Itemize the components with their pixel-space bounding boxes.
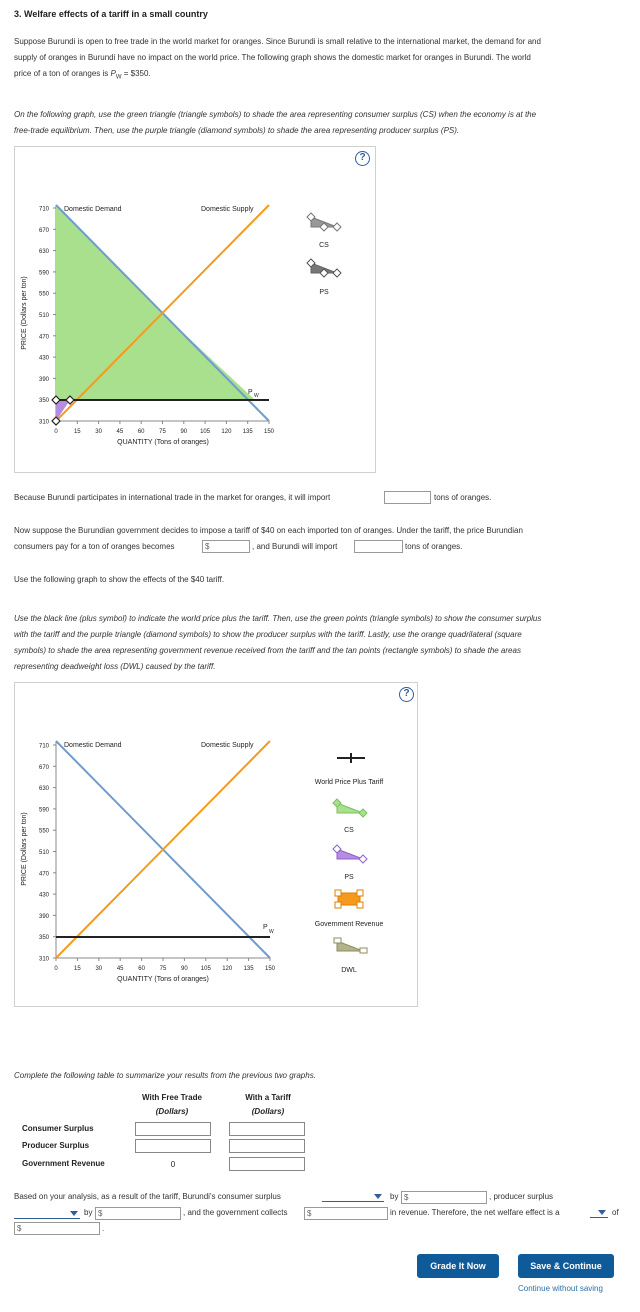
y-tick-label: 670 [38, 764, 49, 771]
x-tick-label: 15 [73, 429, 81, 435]
x-tick-label: 135 [242, 429, 253, 435]
x-tick-label: 0 [54, 966, 58, 972]
ps-change-input[interactable]: $ [95, 1207, 181, 1220]
x-tick-label: 45 [116, 966, 124, 972]
y-axis-label: PRICE (Dollars per ton) [21, 276, 28, 350]
legend-cs-tool[interactable] [307, 213, 341, 231]
y-tick-label: 590 [38, 270, 49, 277]
instruction-2-line-2: with the tariff and the purple triangle (diamond symbols) to show the producer surplus with the tariff. Lastly, use the orange quadrilateral (square [14, 630, 522, 639]
chevron-down-icon [598, 1210, 606, 1215]
x-tick-label: 75 [159, 429, 166, 435]
pw-label: P [248, 389, 253, 396]
legend-ps-tool[interactable] [307, 259, 341, 277]
chevron-down-icon [374, 1194, 382, 1199]
row-government-revenue: Government Revenue [22, 1159, 105, 1168]
x-tick-label: 120 [222, 966, 233, 972]
y-tick-label: 310 [38, 419, 49, 426]
col-free-trade: With Free Trade (Dollars) [142, 1093, 202, 1116]
legend-ps-tool[interactable] [333, 845, 367, 863]
summary-gov-text: , and the government collects [183, 1208, 288, 1217]
net-effect-dropdown[interactable] [590, 1208, 608, 1218]
cs-tariff-input[interactable] [229, 1122, 305, 1136]
supply-label: Domestic Supply [201, 206, 254, 213]
cs-change-dropdown[interactable] [322, 1192, 384, 1202]
y-tick-label: 550 [38, 291, 49, 298]
x-tick-label: 120 [221, 429, 232, 435]
supply-label: Domestic Supply [201, 742, 254, 749]
ps-change-dropdown[interactable] [14, 1209, 80, 1219]
legend-gov-label: Government Revenue [314, 921, 384, 928]
demand-label: Domestic Demand [64, 742, 122, 749]
legend-ps-label: PS [344, 874, 354, 881]
gov-free-trade-value: 0 [170, 1160, 176, 1169]
y-axis-label: PRICE (Dollars per ton) [21, 812, 28, 886]
summary-text-1: Based on your analysis, as a result of the tariff, Burundi's consumer surplus [14, 1192, 281, 1201]
x-tick-label: 90 [180, 429, 188, 435]
ps-free-trade-input[interactable] [135, 1139, 211, 1153]
y-tick-label: 710 [38, 743, 49, 750]
legend-tariff-tool[interactable] [337, 753, 365, 763]
table-intro: Complete the following table to summarize your results from the previous two graphs. [14, 1071, 316, 1080]
import-tariff-input[interactable] [354, 540, 403, 553]
q2-line-1: Now suppose the Burundian government decides to impose a tariff of $40 on each imported ton of oranges. Under the tariff, the price Burundian [14, 526, 523, 535]
net-effect-input[interactable]: $ [14, 1222, 100, 1235]
x-tick-label: 30 [95, 429, 102, 435]
graph-1-canvas[interactable] [15, 147, 377, 474]
summary-by-2: by [84, 1208, 93, 1217]
summary-of: of [612, 1208, 619, 1217]
continue-without-saving-link[interactable]: Continue without saving [518, 1284, 603, 1293]
x-tick-label: 90 [181, 966, 188, 972]
y-tick-label: 630 [38, 786, 49, 793]
x-tick-label: 105 [200, 966, 211, 972]
instruction-2-line-3: symbols) to shade the area representing government revenue received from the tariff and the tan points (rectangle symbols) to shade the areas [14, 646, 521, 655]
cs-change-input[interactable]: $ [401, 1191, 487, 1204]
pw-label: P [263, 924, 268, 931]
y-tick-label: 430 [38, 892, 49, 899]
gov-revenue-input[interactable]: $ [304, 1207, 388, 1220]
summary-end: . [102, 1224, 105, 1233]
x-tick-label: 75 [159, 966, 167, 972]
x-tick-label: 150 [264, 966, 276, 972]
x-tick-label: 15 [74, 966, 81, 972]
legend-ps-label: PS [319, 289, 329, 296]
y-tick-label: 470 [38, 871, 49, 878]
tariff-price-input[interactable]: $ [202, 540, 250, 553]
x-tick-label: 30 [95, 966, 103, 972]
summary-ps-text: , producer surplus [489, 1192, 554, 1201]
legend-gov-tool[interactable] [335, 890, 363, 908]
pw-subscript: W [269, 929, 274, 935]
y-tick-label: 390 [38, 376, 49, 383]
x-tick-label: 150 [263, 429, 275, 435]
chevron-down-icon [70, 1211, 78, 1216]
instruction-2-line-4: representing deadweight loss (DWL) caused by the tariff. [14, 662, 216, 671]
q2-unit: tons of oranges. [405, 542, 463, 551]
y-tick-label: 470 [38, 334, 49, 341]
q2-line-2-pre: consumers pay for a ton of oranges becomes [14, 542, 175, 551]
y-tick-label: 350 [38, 398, 49, 405]
q2-line-2-mid: , and Burundi will import [252, 542, 338, 551]
y-tick-label: 510 [38, 850, 49, 856]
row-producer-surplus: Producer Surplus [22, 1141, 90, 1150]
intro-line-2: supply of oranges in Burundi have no impact on the world price. The following graph shows the domestic market for oranges in Burundi. The world [14, 53, 531, 62]
legend-cs-tool[interactable] [333, 799, 367, 817]
legend-dwl-tool[interactable] [334, 938, 367, 953]
save-continue-button[interactable]: Save & Continue [518, 1254, 614, 1278]
gov-tariff-input[interactable] [229, 1157, 305, 1171]
y-tick-label: 630 [38, 249, 49, 256]
cs-free-trade-input[interactable] [135, 1122, 211, 1136]
col-tariff: With a Tariff (Dollars) [245, 1093, 291, 1116]
y-tick-label: 590 [38, 807, 49, 814]
summary-rev-text: in revenue. Therefore, the net welfare effect is a [390, 1208, 560, 1217]
demand-label: Domestic Demand [64, 206, 122, 213]
summary-by-1: by [390, 1192, 399, 1201]
intro-line-3: price of a ton of oranges is $P_W$ = $350. [14, 69, 151, 81]
y-tick-label: 390 [38, 913, 49, 920]
x-tick-label: 45 [116, 429, 124, 435]
graph-2-canvas[interactable] [15, 683, 419, 1008]
pw-subscript: W [254, 393, 259, 399]
instruction-1-line-2: free-trade equilibrium. Then, use the purple triangle (diamond symbols) to shade the area representing producer surplus (PS). [14, 126, 460, 135]
y-tick-label: 550 [38, 828, 49, 835]
graph-2-panel[interactable] [14, 682, 418, 1007]
rectangle-icon [334, 938, 341, 943]
grade-it-now-button[interactable]: Grade It Now [417, 1254, 499, 1278]
instruction-1-line-1: On the following graph, use the green triangle (triangle symbols) to shade the area representing consumer surplus (CS) when the economy is at the [14, 110, 537, 119]
x-tick-label: 60 [137, 429, 145, 435]
x-tick-label: 0 [54, 429, 58, 435]
legend-tariff-label: World Price Plus Tariff [314, 779, 384, 786]
legend-cs-label: CS [319, 242, 329, 249]
intro-line-1: Suppose Burundi is open to free trade in the world market for oranges. Since Burundi is small relative to the international market, the demand for and [14, 37, 541, 46]
help-icon[interactable]: ? [399, 687, 414, 702]
y-tick-label: 350 [38, 935, 49, 942]
import-free-trade-input[interactable] [384, 491, 431, 504]
y-tick-label: 670 [38, 227, 49, 234]
use-graph-text: Use the following graph to show the effects of the $40 tariff. [14, 575, 225, 584]
ps-tariff-input[interactable] [229, 1139, 305, 1153]
q1-unit: tons of oranges. [434, 493, 492, 502]
help-icon[interactable]: ? [355, 151, 370, 166]
row-consumer-surplus: Consumer Surplus [22, 1124, 94, 1133]
question-title: 3. Welfare effects of a tariff in a small country [14, 9, 208, 19]
y-tick-label: 310 [38, 956, 49, 963]
x-axis-label: QUANTITY (Tons of oranges) [117, 439, 209, 446]
square-icon [335, 890, 341, 896]
plus-icon [346, 753, 356, 763]
instruction-2-line-1: Use the black line (plus symbol) to indicate the world price plus the tariff. Then, use the green points (triangle symbols) to show the consumer surplus [14, 614, 542, 623]
y-tick-label: 430 [38, 355, 49, 362]
y-tick-label: 510 [38, 313, 49, 319]
x-tick-label: 105 [200, 429, 211, 435]
y-tick-label: 710 [38, 206, 49, 213]
legend-dwl-label: DWL [341, 967, 357, 974]
x-tick-label: 135 [243, 966, 254, 972]
q1-text: Because Burundi participates in international trade in the market for oranges, it will import [14, 493, 331, 502]
x-tick-label: 60 [138, 966, 145, 972]
legend-cs-label: CS [344, 827, 354, 834]
x-axis-label: QUANTITY (Tons of oranges) [117, 976, 209, 983]
graph-1-panel[interactable] [14, 146, 376, 473]
